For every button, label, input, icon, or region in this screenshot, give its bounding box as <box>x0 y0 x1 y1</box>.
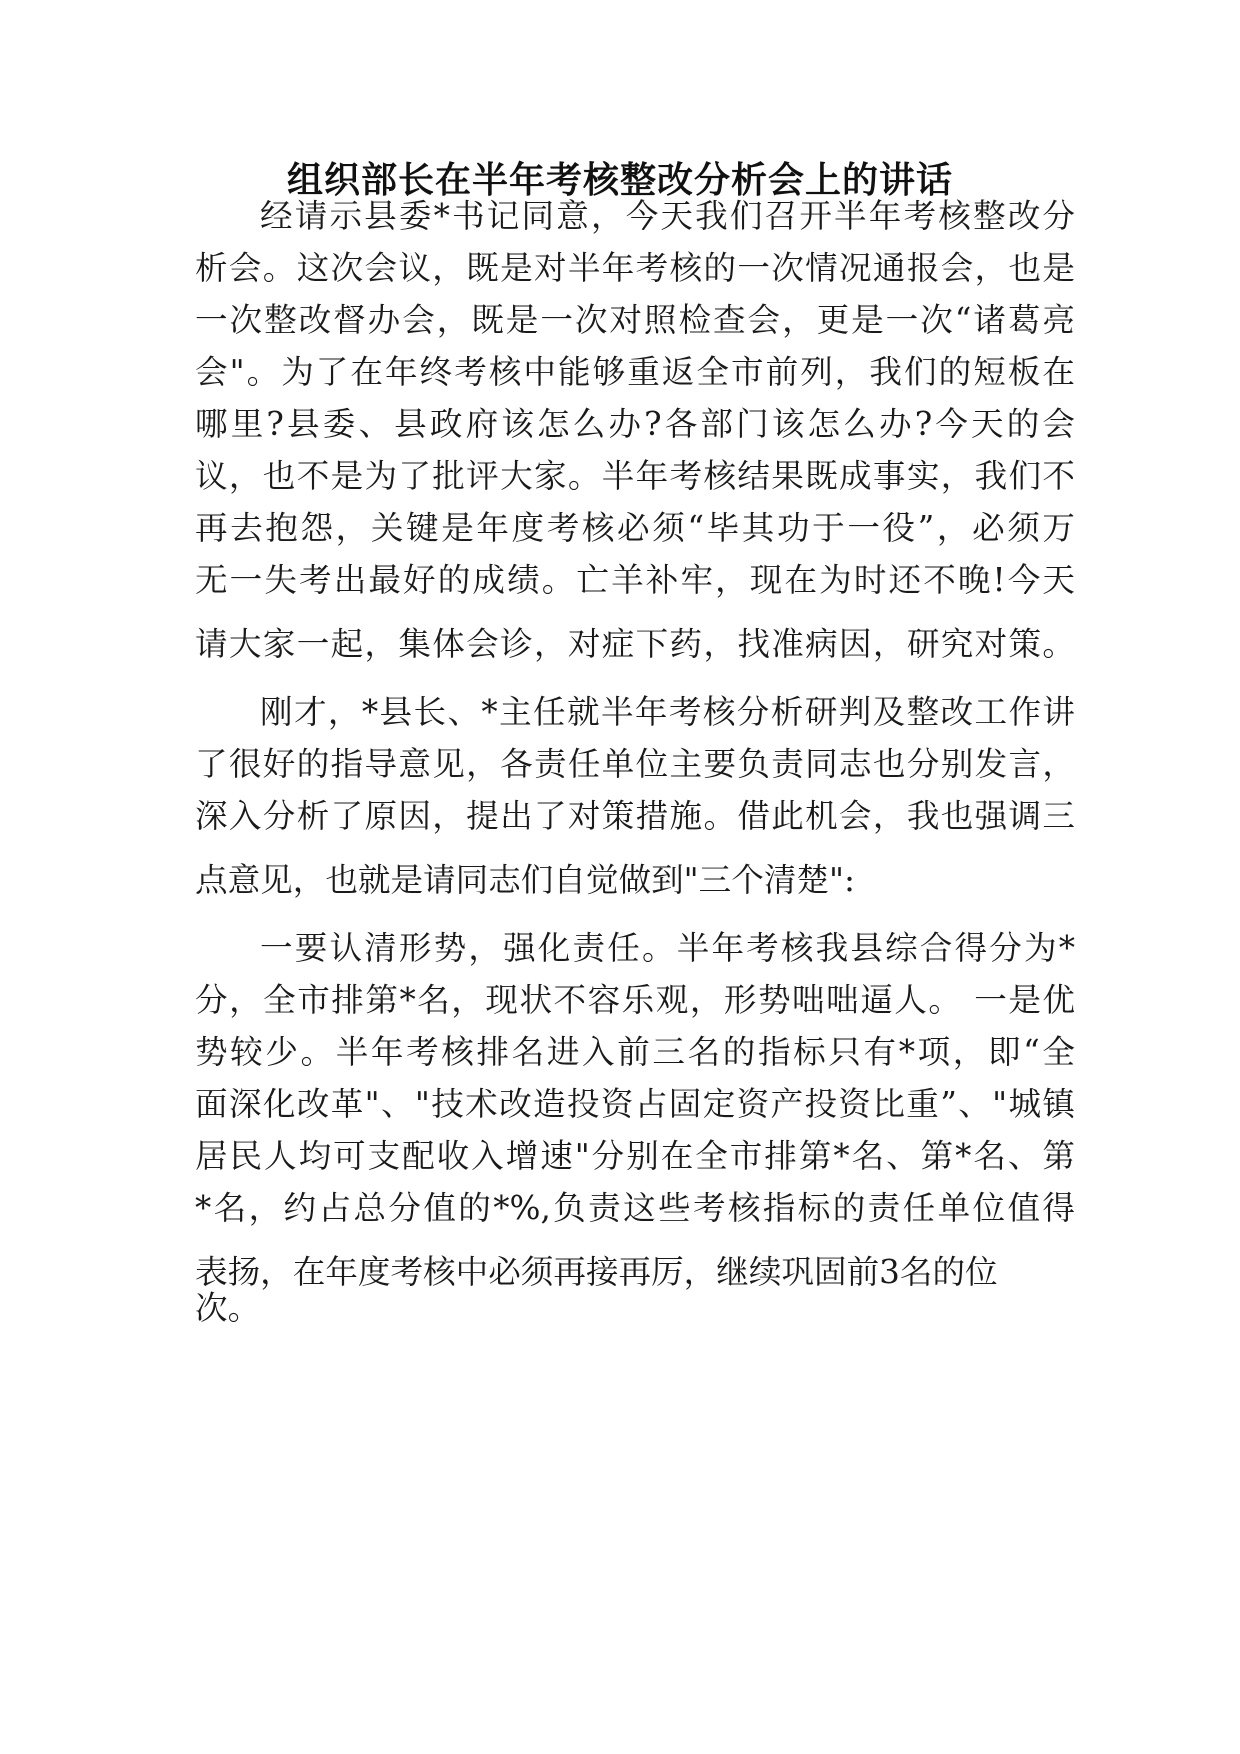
paragraph-3-line-7: 表扬，在年度考核中必须再接再厉，继续巩固前3名的位 <box>195 1253 998 1291</box>
paragraph-3-line-5: 居民人均可支配收入增速"分别在全市排第*名、第*名、第 <box>195 1137 1075 1175</box>
paragraph-1-line-7: 再去抱怨，关键是年度考核必须“毕其功于一役”，必须万 <box>195 509 1075 547</box>
paragraph-2-line-4: 点意见，也就是请同志们自觉做到"三个清楚": <box>195 861 855 899</box>
paragraph-3-line-1: 一要认清形势，强化责任。半年考核我县综合得分为* <box>260 929 1075 967</box>
paragraph-1-line-3: 一次整改督办会，既是一次对照检查会，更是一次“诸葛亮 <box>195 301 1075 339</box>
paragraph-3-line-6: *名，约占总分值的*%,负责这些考核指标的责任单位值得 <box>195 1189 1075 1227</box>
paragraph-3-line-4: 面深化改革"、"技术改造投资占固定资产投资比重”、"城镇 <box>195 1085 1075 1123</box>
paragraph-2-line-2: 了很好的指导意见，各责任单位主要负责同志也分别发言， <box>195 745 1075 783</box>
paragraph-2-line-1: 刚才，*县长、*主任就半年考核分析研判及整改工作讲 <box>260 693 1075 731</box>
paragraph-3-line-2: 分，全市排第*名，现状不容乐观，形势咄咄逼人。 一是优 <box>195 981 1075 1019</box>
paragraph-1-line-1: 经请示县委*书记同意，今天我们召开半年考核整改分 <box>260 197 1075 235</box>
paragraph-2-line-3: 深入分析了原因，提出了对策措施。借此机会，我也强调三 <box>195 797 1075 835</box>
paragraph-1-line-8: 无一失考出最好的成绩。亡羊补牢，现在为时还不晚!今天 <box>195 561 1075 599</box>
paragraph-3-line-3: 势较少。半年考核排名进入前三名的指标只有*项，即“全 <box>195 1033 1075 1071</box>
paragraph-1-line-5: 哪里?县委、县政府该怎么办?各部门该怎么办?今天的会 <box>195 405 1075 443</box>
paragraph-1-line-9: 请大家一起，集体会诊，对症下药，找准病因，研究对策。 <box>195 625 1075 663</box>
paragraph-1-line-2: 析会。这次会议，既是对半年考核的一次情况通报会，也是 <box>195 249 1075 287</box>
paragraph-3-line-8: 次。 <box>195 1289 261 1327</box>
paragraph-1-line-4: 会"。为了在年终考核中能够重返全市前列，我们的短板在 <box>195 353 1075 391</box>
paragraph-1-line-6: 议，也不是为了批评大家。半年考核结果既成事实，我们不 <box>195 457 1075 495</box>
document-title: 组织部长在半年考核整改分析会上的讲话 <box>286 160 953 201</box>
